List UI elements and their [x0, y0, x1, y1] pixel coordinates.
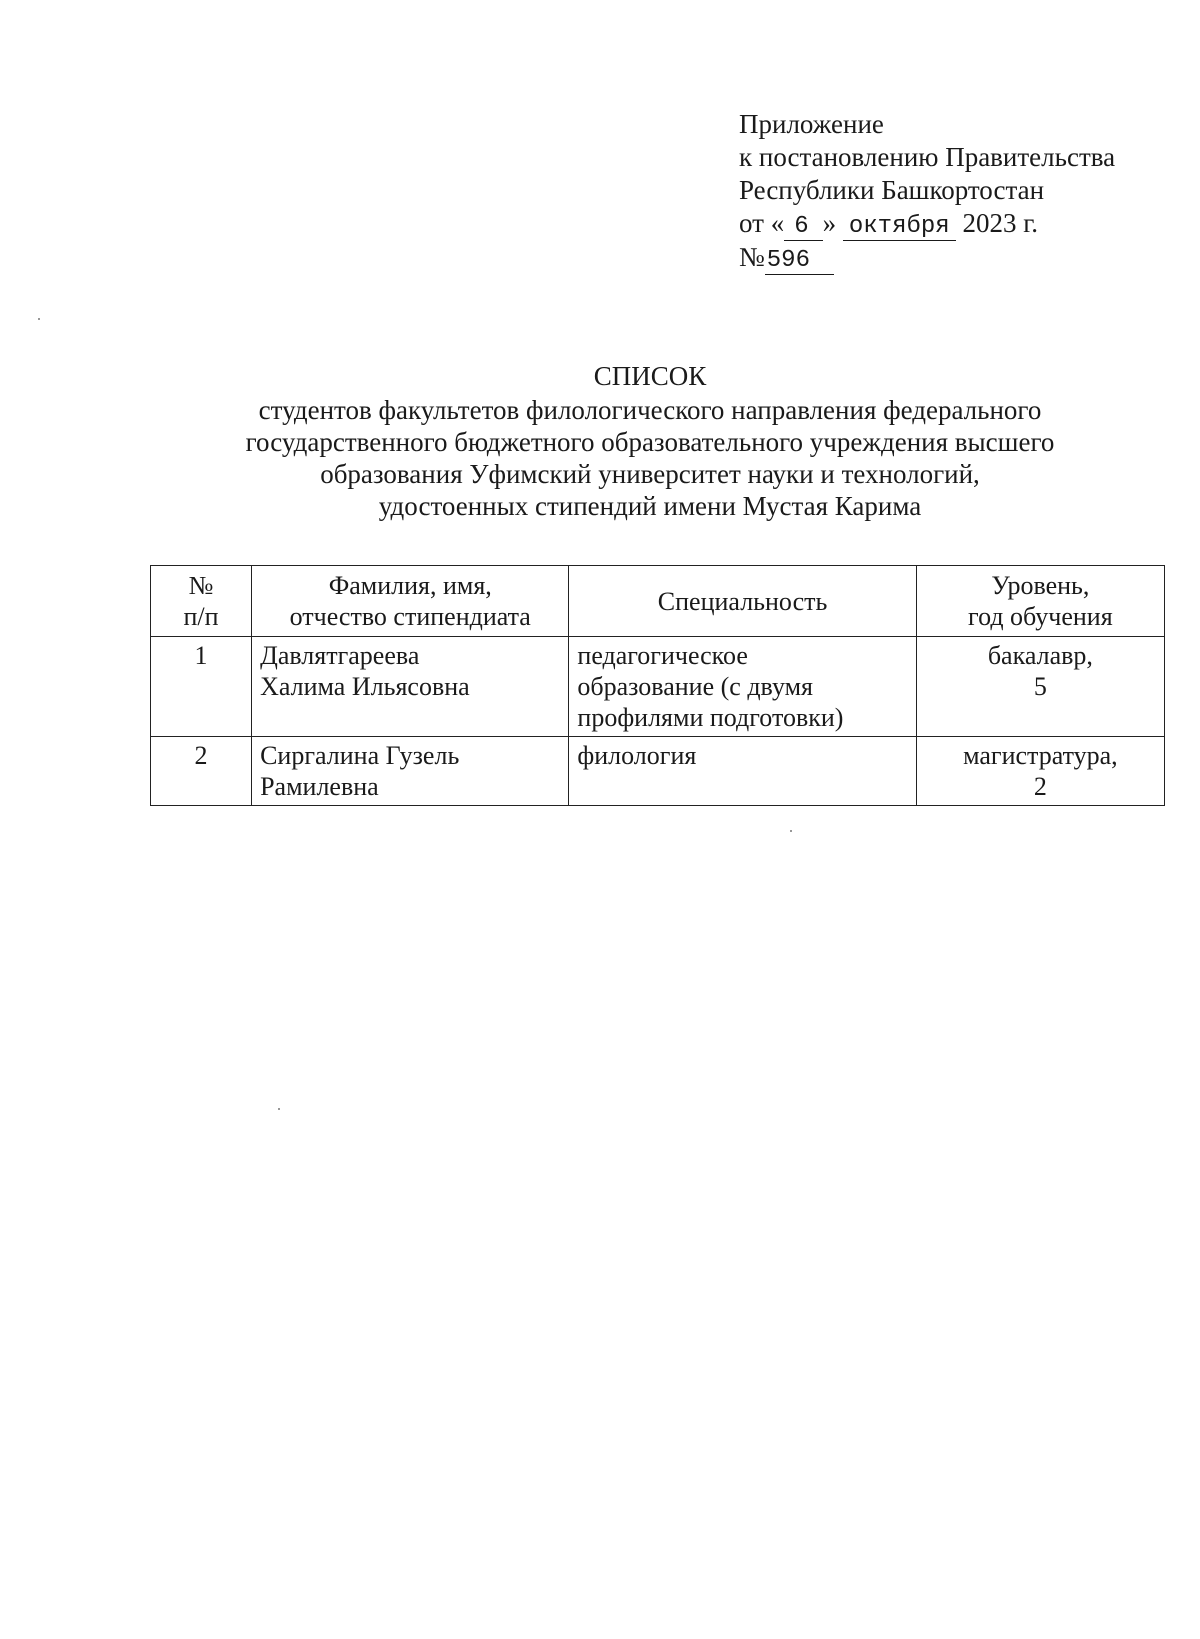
- scan-speck: [278, 1108, 280, 1110]
- level-name: бакалавр,: [987, 641, 1093, 670]
- level-year: 2: [1033, 772, 1047, 801]
- appendix-decree: к постановлению Правительства: [739, 142, 1116, 172]
- level-year: 5: [1033, 672, 1047, 701]
- header-num-line1: №: [188, 571, 214, 600]
- row-name: [252, 737, 569, 806]
- title-heading: СПИСОК: [593, 361, 707, 391]
- header-name: [252, 566, 569, 637]
- appendix-number: [739, 241, 1115, 275]
- date-year: 2023 г.: [962, 208, 1038, 238]
- scan-speck: [38, 318, 40, 320]
- spec-line1: педагогическое: [577, 641, 748, 670]
- header-level-line2: год обучения: [968, 602, 1113, 631]
- row-level: [916, 737, 1164, 806]
- row-num: 1: [151, 637, 252, 737]
- title-line-2: государственного бюджетного образовательного учреждения высшего: [245, 427, 1055, 457]
- row-specialty: [569, 737, 916, 806]
- name-line2: Рамилевна: [260, 772, 379, 801]
- scan-speck: [790, 830, 792, 832]
- name-line1: Сиргалина Гузель: [260, 741, 460, 770]
- header-specialty: Специальность: [569, 566, 916, 637]
- name-line1: Давлятгареева: [260, 641, 420, 670]
- table-row: [151, 637, 1165, 737]
- table-header-row: [151, 566, 1165, 637]
- header-level: [916, 566, 1164, 637]
- appendix-block: [739, 108, 1115, 275]
- title-line-4: удостоенных стипендий имени Мустая Карима: [378, 491, 922, 521]
- title-line-3: образования Уфимский университет науки и технологий,: [320, 459, 980, 489]
- name-line2: Халима Ильясовна: [260, 672, 470, 701]
- level-name: магистратура,: [963, 741, 1118, 770]
- title-line-1: студентов факультетов филологического направления федерального: [258, 395, 1042, 425]
- header-num: [151, 566, 252, 637]
- date-prefix: от «: [739, 208, 785, 238]
- appendix-title: Приложение: [739, 109, 884, 139]
- number-prefix: №: [739, 242, 765, 272]
- header-name-line2: отчество стипендиата: [289, 602, 531, 631]
- row-name: [252, 637, 569, 737]
- spec-line2: образование (с двумя: [577, 672, 814, 701]
- date-day: 6: [784, 214, 822, 241]
- date-month: октября: [843, 214, 956, 241]
- spec-line1: филология: [577, 741, 697, 770]
- header-name-line1: Фамилия, имя,: [328, 571, 492, 600]
- table-row: [151, 737, 1165, 806]
- row-num: 2: [151, 737, 252, 806]
- date-mid: »: [822, 208, 837, 238]
- row-specialty: [569, 637, 916, 737]
- header-level-line1: Уровень,: [991, 571, 1090, 600]
- spec-line3: профилями подготовки): [577, 703, 844, 732]
- decree-number: 596: [765, 248, 834, 275]
- document-title: [150, 360, 1150, 522]
- appendix-date: [739, 207, 1115, 241]
- row-level: [916, 637, 1164, 737]
- header-num-line2: п/п: [183, 602, 219, 631]
- students-table: [150, 565, 1165, 806]
- appendix-republic: Республики Башкортостан: [739, 175, 1045, 205]
